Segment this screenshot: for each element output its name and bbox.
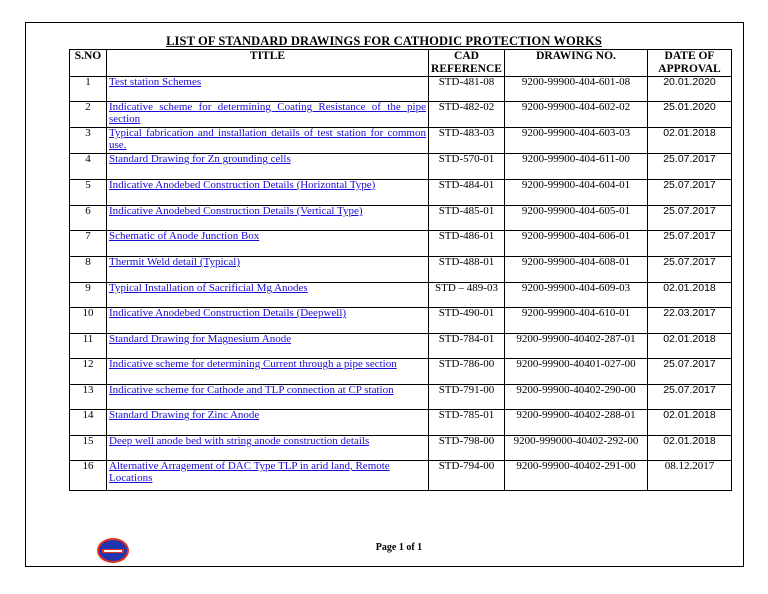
- page-number: Page 1 of 1: [375, 542, 423, 553]
- title-cell: [107, 410, 429, 436]
- cad-reference-cell: STD-490-01: [429, 308, 505, 334]
- title-cell: [107, 257, 429, 283]
- approval-date-cell: 22.03.2017: [648, 308, 732, 334]
- table-row: [70, 308, 732, 334]
- document-title: LIST OF STANDARD DRAWINGS FOR CATHODIC PROTECTION WORKS: [166, 34, 602, 48]
- header-cad-line1: CAD: [454, 50, 479, 62]
- drawing-no-cell: 9200-99900-404-608-01: [505, 257, 648, 283]
- approval-date-cell: 25.01.2020: [648, 102, 732, 128]
- cad-reference-cell: STD-785-01: [429, 410, 505, 436]
- table-row: [70, 180, 732, 206]
- title-cell: [107, 180, 429, 206]
- sno-cell: 8: [70, 257, 107, 283]
- title-cell: [107, 231, 429, 257]
- table-row: [70, 231, 732, 257]
- table-row: [70, 461, 732, 491]
- title-cell: [107, 436, 429, 461]
- header-date-of-approval: [648, 50, 732, 77]
- header-date-line2: APPROVAL: [658, 62, 721, 75]
- drawing-title-link[interactable]: Deep well anode bed with string anode construction details: [109, 435, 370, 447]
- cad-reference-cell: STD-488-01: [429, 257, 505, 283]
- drawing-title-link[interactable]: Indicative Anodebed Construction Details (Horizontal Type): [109, 179, 376, 191]
- sno-cell: 3: [70, 128, 107, 154]
- cad-reference-cell: STD – 489-03: [429, 283, 505, 308]
- header-drawing-no: DRAWING NO.: [505, 50, 648, 77]
- drawing-title-link[interactable]: Standard Drawing for Magnesium Anode: [109, 333, 292, 345]
- table-row: [70, 154, 732, 180]
- title-cell: [107, 154, 429, 180]
- header-cad-reference: [429, 50, 505, 77]
- table-row: [70, 410, 732, 436]
- sno-cell: 2: [70, 102, 107, 128]
- sno-cell: 14: [70, 410, 107, 436]
- drawing-no-cell: 9200-99900-40402-290-00: [505, 385, 648, 410]
- drawing-title-link[interactable]: Indicative scheme for Cathode and TLP connection at CP station: [109, 384, 394, 396]
- table-row: [70, 283, 732, 308]
- sno-cell: 4: [70, 154, 107, 180]
- table-row: [70, 359, 732, 385]
- drawing-title-link[interactable]: Thermit Weld detail (Typical): [109, 256, 241, 268]
- drawing-no-cell: 9200-99900-404-610-01: [505, 308, 648, 334]
- cad-reference-cell: STD-483-03: [429, 128, 505, 154]
- title-cell: [107, 461, 429, 491]
- drawing-no-cell: 9200-99900-404-603-03: [505, 128, 648, 154]
- table-header-row: [70, 50, 732, 77]
- sno-cell: 9: [70, 283, 107, 308]
- sno-cell: 12: [70, 359, 107, 385]
- sno-cell: 10: [70, 308, 107, 334]
- drawing-no-cell: 9200-99900-40402-288-01: [505, 410, 648, 436]
- sno-cell: 11: [70, 334, 107, 359]
- drawing-title-link[interactable]: Test station Schemes: [109, 76, 202, 88]
- title-cell: [107, 128, 429, 154]
- drawing-title-link[interactable]: Alternative Arragement of DAC Type TLP in arid land, Remote Locations: [109, 460, 390, 484]
- drawing-no-cell: 9200-99900-404-605-01: [505, 206, 648, 231]
- approval-date-cell: 02.01.2018: [648, 436, 732, 461]
- drawing-title-link[interactable]: Indicative Anodebed Construction Details (Deepwell): [109, 307, 347, 319]
- approval-date-cell: 25.07.2017: [648, 231, 732, 257]
- approval-date-cell: 25.07.2017: [648, 359, 732, 385]
- title-cell: [107, 77, 429, 102]
- cad-reference-cell: STD-482-02: [429, 102, 505, 128]
- header-cad-line2: REFERENCE: [431, 62, 502, 75]
- approval-date-cell: 25.07.2017: [648, 154, 732, 180]
- cad-reference-cell: STD-484-01: [429, 180, 505, 206]
- approval-date-cell: 20.01.2020: [648, 77, 732, 102]
- sno-cell: 15: [70, 436, 107, 461]
- title-cell: [107, 385, 429, 410]
- drawing-no-cell: 9200-99900-404-611-00: [505, 154, 648, 180]
- sno-cell: 16: [70, 461, 107, 491]
- cad-reference-cell: STD-485-01: [429, 206, 505, 231]
- title-cell: [107, 334, 429, 359]
- approval-date-cell: 02.01.2018: [648, 283, 732, 308]
- table-row: [70, 77, 732, 102]
- drawing-title-link[interactable]: Indicative Anodebed Construction Details (Vertical Type): [109, 205, 363, 217]
- approval-date-cell: 08.12.2017: [648, 461, 732, 491]
- approval-date-cell: 25.07.2017: [648, 180, 732, 206]
- cad-reference-cell: STD-570-01: [429, 154, 505, 180]
- header-date-line1: DATE OF: [664, 50, 715, 62]
- table-row: [70, 257, 732, 283]
- approval-date-cell: 25.07.2017: [648, 257, 732, 283]
- drawings-table: [69, 49, 732, 491]
- table-row: [70, 334, 732, 359]
- sno-cell: 1: [70, 77, 107, 102]
- cad-reference-cell: STD-786-00: [429, 359, 505, 385]
- drawing-no-cell: 9200-99900-40401-027-00: [505, 359, 648, 385]
- sno-cell: 13: [70, 385, 107, 410]
- cad-reference-cell: STD-791-00: [429, 385, 505, 410]
- table-row: [70, 102, 732, 128]
- cad-reference-cell: STD-798-00: [429, 436, 505, 461]
- drawing-no-cell: 9200-99900-40402-291-00: [505, 461, 648, 491]
- title-cell: [107, 283, 429, 308]
- approval-date-cell: 02.01.2018: [648, 410, 732, 436]
- title-cell: [107, 308, 429, 334]
- cad-reference-cell: STD-481-08: [429, 77, 505, 102]
- header-sno: S.NO: [70, 50, 107, 77]
- drawing-title-link[interactable]: Typical fabrication and installation details of test station for common use.: [109, 127, 426, 151]
- drawing-no-cell: 9200-99900-404-609-03: [505, 283, 648, 308]
- drawing-no-cell: 9200-99900-404-602-02: [505, 102, 648, 128]
- drawing-no-cell: 9200-99900-404-606-01: [505, 231, 648, 257]
- drawing-title-link[interactable]: Indicative scheme for determining Current through a pipe section: [109, 358, 397, 370]
- title-cell: [107, 206, 429, 231]
- approval-date-cell: 25.07.2017: [648, 206, 732, 231]
- drawing-title-link[interactable]: Schematic of Anode Junction Box: [109, 230, 260, 242]
- table-row: [70, 436, 732, 461]
- drawing-no-cell: 9200-99900-404-601-08: [505, 77, 648, 102]
- table-row: [70, 128, 732, 154]
- drawing-title-link[interactable]: Indicative scheme for determining Coating Resistance of the pipe section: [109, 101, 426, 125]
- sno-cell: 7: [70, 231, 107, 257]
- cad-reference-cell: STD-784-01: [429, 334, 505, 359]
- drawing-no-cell: 9200-99900-404-604-01: [505, 180, 648, 206]
- approval-date-cell: 02.01.2018: [648, 334, 732, 359]
- table-row: [70, 206, 732, 231]
- title-cell: [107, 102, 429, 128]
- drawing-no-cell: 9200-999000-40402-292-00: [505, 436, 648, 461]
- approval-date-cell: 25.07.2017: [648, 385, 732, 410]
- title-cell: [107, 359, 429, 385]
- drawing-title-link[interactable]: Typical Installation of Sacrificial Mg Anodes: [109, 282, 308, 294]
- cad-reference-cell: STD-794-00: [429, 461, 505, 491]
- sno-cell: 5: [70, 180, 107, 206]
- drawing-no-cell: 9200-99900-40402-287-01: [505, 334, 648, 359]
- sno-cell: 6: [70, 206, 107, 231]
- cad-reference-cell: STD-486-01: [429, 231, 505, 257]
- table-row: [70, 385, 732, 410]
- header-title: TITLE: [107, 50, 429, 77]
- drawing-title-link[interactable]: Standard Drawing for Zinc Anode: [109, 409, 260, 421]
- drawing-title-link[interactable]: Standard Drawing for Zn grounding cells: [109, 153, 291, 165]
- approval-date-cell: 02.01.2018: [648, 128, 732, 154]
